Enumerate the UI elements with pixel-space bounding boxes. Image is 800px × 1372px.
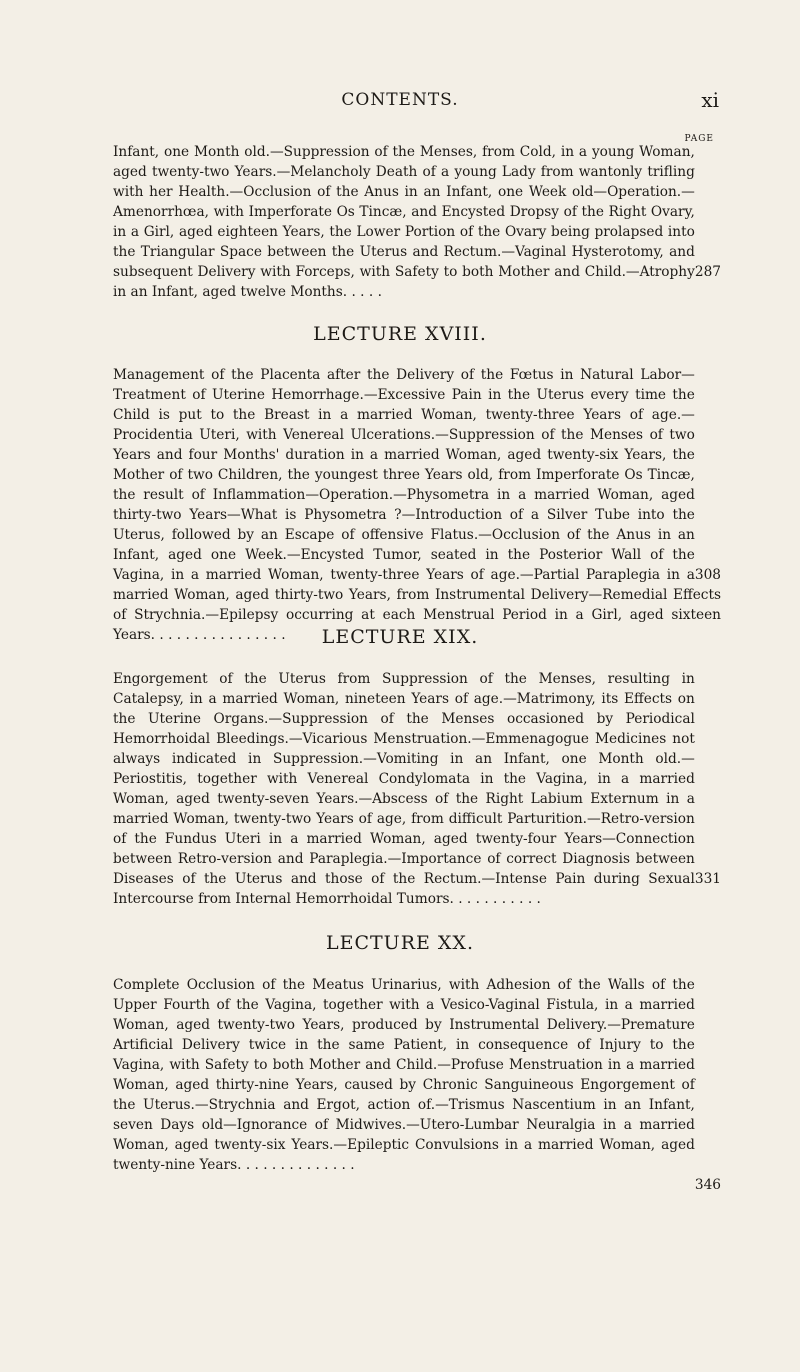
entry-text: Infant, one Month old.—Suppression of the Menses, from Cold, in a young Woman, aged twenty-two Years.—Melancholy Death of a young Lady from wantonly trifling with her Health.—Occlusion of the Anus in an Infant, one Week old—Operation.—Amenorrhœa, with Imperforate Os Tincæ, and Encysted Dropsy of the Right Ovary, in a Girl, aged eighteen Years, the Lower Portion of the Ovary being prolapsed into the Triangular Space between the Uterus and Rectum.—Vaginal Hysterotomy, and subsequent Delivery with Forceps, with Safety to both Mother and Child.—Atrophy in an Infant, aged twelve Months. . . . . — [113, 144, 695, 300]
lecture-heading-19: LECTURE XIX. — [321, 626, 479, 648]
page-column-label: PAGE — [684, 134, 714, 144]
lecture-entry-18 — [113, 365, 721, 645]
entry-page-number: 308 — [694, 567, 721, 583]
entry-text: Complete Occlusion of the Meatus Urinarius, with Adhesion of the Walls of the Upper Fourth of the Vagina, together with a Vesico-Vaginal Fistula, in a married Woman, aged twenty-two Years, produced by Instrumental Delivery.—Premature Artificial Delivery twice in the same Patient, in consequence of Injury to the Vagina, with Safety to both Mother and Child.—Profuse Menstruation in a married Woman, aged thirty-nine Years, caused by Chronic Sanguineous Engorgement of the Uterus.—Strychnia and Ergot, action of.—Trismus Nascentium in an Infant, seven Days old—Ignorance of Midwives.—Utero-Lumbar Neuralgia in a married Woman, aged twenty-six Years.—Epileptic Convulsions in a married Woman, aged twenty-nine Years. . . . . . . . . . . . . . — [113, 977, 695, 1173]
entry-page-number: 287 — [694, 264, 721, 280]
running-title: CONTENTS. — [341, 90, 459, 110]
lecture-entry-19 — [113, 669, 721, 909]
lecture-heading-20: LECTURE XX. — [325, 932, 475, 954]
lecture-entry-20 — [113, 975, 721, 1195]
running-head — [0, 86, 800, 116]
entry-text: Management of the Placenta after the Delivery of the Fœtus in Natural Labor—Treatment of Uterine Hemorrhage.—Excessive Pain in the Uterus every time the Child is put to the Breast in a married Woman, twenty-three Years of age.—Procidentia Uteri, with Venereal Ulcerations.—Suppression of the Menses of two Years and four Months' duration in a married Woman, aged twenty-six Years, the Mother of two Children, the youngest three Years old, from Imperforate Os Tincæ, the result of Inflammation—Operation.—Physometra in a married Woman, aged thirty-two Years—What is Physometra ?—Introduction of a Silver Tube into the Uterus, followed by an Escape of offensive Flatus.—Occlusion of the Anus in an Infant, aged one Week.—Encysted Tumor, seated in the Posterior Wall of the Vagina, in a married Woman, twenty-three Years of age.—Partial Paraplegia in a married Woman, aged thirty-two Years, from Instrumental Delivery—Remedial Effects of Strychnia.—Epilepsy occurring at each Menstrual Period in a Girl, aged sixteen Years. . . . . . . . . . . . . . . . — [113, 367, 721, 643]
entry-page-number: 331 — [694, 871, 721, 887]
entry-page-number: 346 — [694, 1177, 721, 1193]
intro-entry — [113, 142, 721, 302]
page-folio: xi — [701, 88, 719, 112]
entry-text: Engorgement of the Uterus from Suppression of the Menses, resulting in Catalepsy, in a married Woman, nineteen Years of age.—Matrimony, its Effects on the Uterine Organs.—Suppression of the Menses occasioned by Periodical Hemorrhoidal Bleedings.—Vicarious Menstruation.—Emmenagogue Medicines not always indicated in Suppression.—Vomiting in an Infant, one Month old.—Periostitis, together with Venereal Condylomata in the Vagina, in a married Woman, aged twenty-seven Years.—Abscess of the Right Labium Externum in a married Woman, twenty-two Years of age, from difficult Parturition.—Retro-version of the Fundus Uteri in a married Woman, aged twenty-four Years—Connection between Retro-version and Paraplegia.—Importance of correct Diagnosis between Diseases of the Uterus and those of the Rectum.—Intense Pain during Sexual Intercourse from Internal Hemorrhoidal Tumors. . . . . . . . . . . — [113, 671, 695, 907]
lecture-heading-18: LECTURE XVIII. — [313, 323, 487, 345]
